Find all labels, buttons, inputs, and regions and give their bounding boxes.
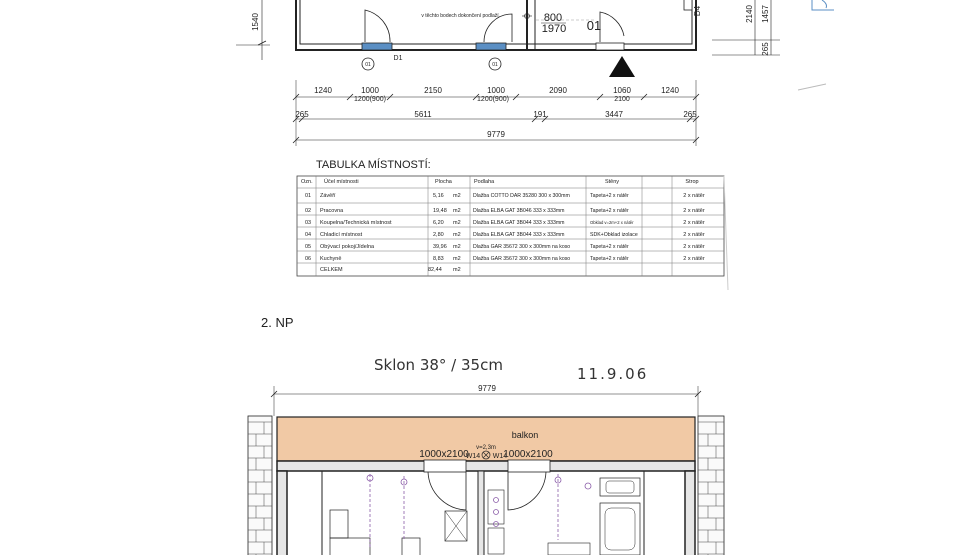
table-header-2: Plocha xyxy=(435,179,452,185)
room-unit-0: m2 xyxy=(453,193,461,199)
room-area-4: 39,96 xyxy=(433,244,447,250)
right-dim-1: 2140 xyxy=(745,5,754,23)
left-dim: 1540 xyxy=(251,13,260,31)
room-ceiling-0: 2 x nátěr xyxy=(683,193,705,199)
wall-note: v těchto bodech dokončení podlaží xyxy=(421,13,499,19)
room-name-5: Kuchyně xyxy=(320,256,342,262)
window-tag-right: W14 xyxy=(492,453,508,460)
room-ceiling-1: 2 x nátěr xyxy=(683,208,705,214)
room-area-3: 2,80 xyxy=(433,232,444,238)
floor2-mid-wall xyxy=(478,471,484,555)
bed-end xyxy=(330,538,370,555)
dim-row1-value-5: 1060 xyxy=(613,86,631,95)
room-table-title: TABULKA MÍSTNOSTÍ: xyxy=(316,159,431,171)
outlet-symbol-2 xyxy=(494,510,499,515)
dim-total: 9779 xyxy=(487,130,505,139)
room-walls-1: Tapeta+2 x nátěr xyxy=(590,208,629,214)
outlet-symbol-1 xyxy=(494,498,499,503)
dim-row1-value-0: 1240 xyxy=(314,86,332,95)
table-total-area: 82,44 xyxy=(428,267,442,273)
window-tag-1: 01 xyxy=(365,62,371,68)
entrance-arrow xyxy=(609,56,635,77)
dim-row2-labels xyxy=(295,110,697,119)
table-header-0: Ozn. xyxy=(301,179,313,185)
drawing-date: 11.9.06 xyxy=(577,365,649,383)
corner-sketch-2 xyxy=(822,0,827,8)
dim-row1-sub-2: 1200(900) xyxy=(477,96,509,103)
dim-row2-value-0: 265 xyxy=(295,110,309,119)
window-2 xyxy=(476,43,506,50)
dim-row1-value-4: 2090 xyxy=(549,86,567,95)
door-size-height: 1970 xyxy=(541,23,567,35)
floor2-section xyxy=(248,315,724,555)
floor2-right-wall xyxy=(685,471,695,555)
dim-row1-value-6: 1240 xyxy=(661,86,679,95)
table-header-4: Stěny xyxy=(604,179,620,185)
right-dim-3: 265 xyxy=(761,42,770,56)
room-floor-4: Dlažba GAR 35672 300 x 300mm na koso xyxy=(473,244,571,250)
floor1-inner-wall xyxy=(300,0,692,44)
room-area-0: 5,16 xyxy=(433,193,444,199)
washbasin xyxy=(488,528,504,554)
switch-symbol-4 xyxy=(585,483,591,489)
table-total-label: CELKEM xyxy=(320,267,343,273)
small-dim: D4 xyxy=(693,5,702,17)
door-label-right: 1000x2100 xyxy=(503,449,553,460)
room-unit-1: m2 xyxy=(453,208,461,214)
cabinet xyxy=(330,510,348,538)
room-ceiling-5: 2 x nátěr xyxy=(683,256,705,262)
room-unit-4: m2 xyxy=(453,244,461,250)
room-name-1: Pracovna xyxy=(320,208,344,214)
room-walls-5: Tapeta+2 x nátěr xyxy=(590,256,629,262)
room-floor-0: Dlažba COTTO DAR 35280 300 x 300mm xyxy=(473,193,570,199)
bed-headboard xyxy=(548,543,590,555)
door-label-left: 1000x2100 xyxy=(419,449,469,460)
room-name-4: Obývací pokoj/Jídelna xyxy=(320,244,375,250)
right-dim-2: 1457 xyxy=(761,5,770,23)
dim-row1-sub-1: 1200(900) xyxy=(354,96,386,103)
table-header-1: Účel místnosti xyxy=(324,179,359,185)
room-id-5: 06 xyxy=(305,256,312,262)
room-table xyxy=(297,158,728,290)
floor2-total-dim: 9779 xyxy=(478,384,496,393)
floor2-heading: 2. NP xyxy=(261,315,294,330)
room-name-2: Koupelna/Technická místnost xyxy=(320,220,392,226)
room-area-2: 6,20 xyxy=(433,220,444,226)
room-unit-3: m2 xyxy=(453,232,461,238)
room-id-2: 03 xyxy=(305,220,312,226)
balcony xyxy=(277,417,695,461)
room-id-3: 04 xyxy=(305,232,312,238)
window-tag-2: D1 xyxy=(393,55,403,62)
room-name-3: Chladicí místnost xyxy=(320,232,363,238)
table-header-5: Strop xyxy=(685,179,699,185)
wardrobe-inner xyxy=(606,481,634,493)
room-ceiling-4: 2 x nátěr xyxy=(683,244,705,250)
table-header-3: Podlaha xyxy=(474,179,495,185)
room-floor-3: Dlažba ELBA GAT 3B044 333 x 333mm xyxy=(473,232,565,238)
room-name-0: Závěří xyxy=(320,193,336,199)
nightstand xyxy=(402,538,420,555)
pencil-mark xyxy=(798,84,826,90)
slope-note: Sklon 38° / 35cm xyxy=(374,356,503,374)
room-walls-0: Tapeta+2 x nátěr xyxy=(590,193,629,199)
room-ceiling-2: 2 x nátěr xyxy=(683,220,705,226)
height-note: v=2,3m xyxy=(476,445,496,451)
dim-row1-value-3: 1000 xyxy=(487,86,505,95)
dim-row2-value-4: 265 xyxy=(683,110,697,119)
room-area-5: 8,83 xyxy=(433,256,444,262)
room-id-1: 02 xyxy=(305,208,312,214)
door-swing-right xyxy=(508,472,546,510)
room-ceiling-3: 2 x nátěr xyxy=(683,232,705,238)
room-id-4: 05 xyxy=(305,244,312,250)
room-unit-5: m2 xyxy=(453,256,461,262)
room-unit-2: m2 xyxy=(453,220,461,226)
floor1-outer-wall xyxy=(296,0,696,50)
dim-row1-labels xyxy=(314,86,679,95)
room-walls-4: Tapeta+2 x nátěr xyxy=(590,244,629,250)
table-total-unit: m2 xyxy=(453,267,461,273)
door-opening-right xyxy=(508,460,550,472)
dim-row1-value-1: 1000 xyxy=(361,86,379,95)
balcony-label: balkon xyxy=(511,430,539,440)
corner-sketch xyxy=(812,0,834,10)
right-brick-wall xyxy=(698,416,724,555)
door-swing-3 xyxy=(600,12,624,42)
door-swing-1 xyxy=(365,10,390,42)
toilet-area xyxy=(488,490,504,524)
floor1-dimensions xyxy=(293,80,699,146)
floor1-plan xyxy=(236,0,834,90)
room-walls-3: SDK+Obklad izolace xyxy=(590,232,638,238)
room-id: 01 xyxy=(586,18,602,33)
entrance-door-gap xyxy=(596,43,624,50)
window-1 xyxy=(362,43,392,50)
dim-row2-value-2: 191 xyxy=(533,110,547,119)
room-id-0: 01 xyxy=(305,193,312,199)
room-table-cells xyxy=(301,178,705,273)
dim-row2-value-3: 3447 xyxy=(605,110,623,119)
bathtub-inner xyxy=(605,508,635,550)
room-floor-2: Dlažba ELBA GAT 3B044 333 x 333mm xyxy=(473,220,565,226)
dim-row2-value-1: 5611 xyxy=(414,110,432,119)
room-floor-1: Dlažba ELBA GAT 3B046 333 x 333mm xyxy=(473,208,565,214)
wall-opening xyxy=(684,0,692,10)
floor2-left-wall xyxy=(277,471,287,555)
door-opening-left xyxy=(424,460,466,472)
room-area-1: 19,48 xyxy=(433,208,447,214)
window-tag-left: W14 xyxy=(465,453,481,460)
room-walls-2: Obklad v=2m+2 x nátěr xyxy=(590,220,634,225)
left-brick-wall xyxy=(248,416,272,555)
window-tag-3: 01 xyxy=(492,62,498,68)
scan-edge xyxy=(724,176,728,290)
dim-row1-value-2: 2150 xyxy=(424,86,442,95)
door-swing-left xyxy=(428,472,466,510)
dim-row1-sub-3: 2100 xyxy=(614,96,630,103)
floor2-front-wall xyxy=(277,461,695,471)
door-size-width: 800 xyxy=(543,12,563,24)
room-floor-5: Dlažba GAR 35672 300 x 300mm na koso xyxy=(473,256,571,262)
